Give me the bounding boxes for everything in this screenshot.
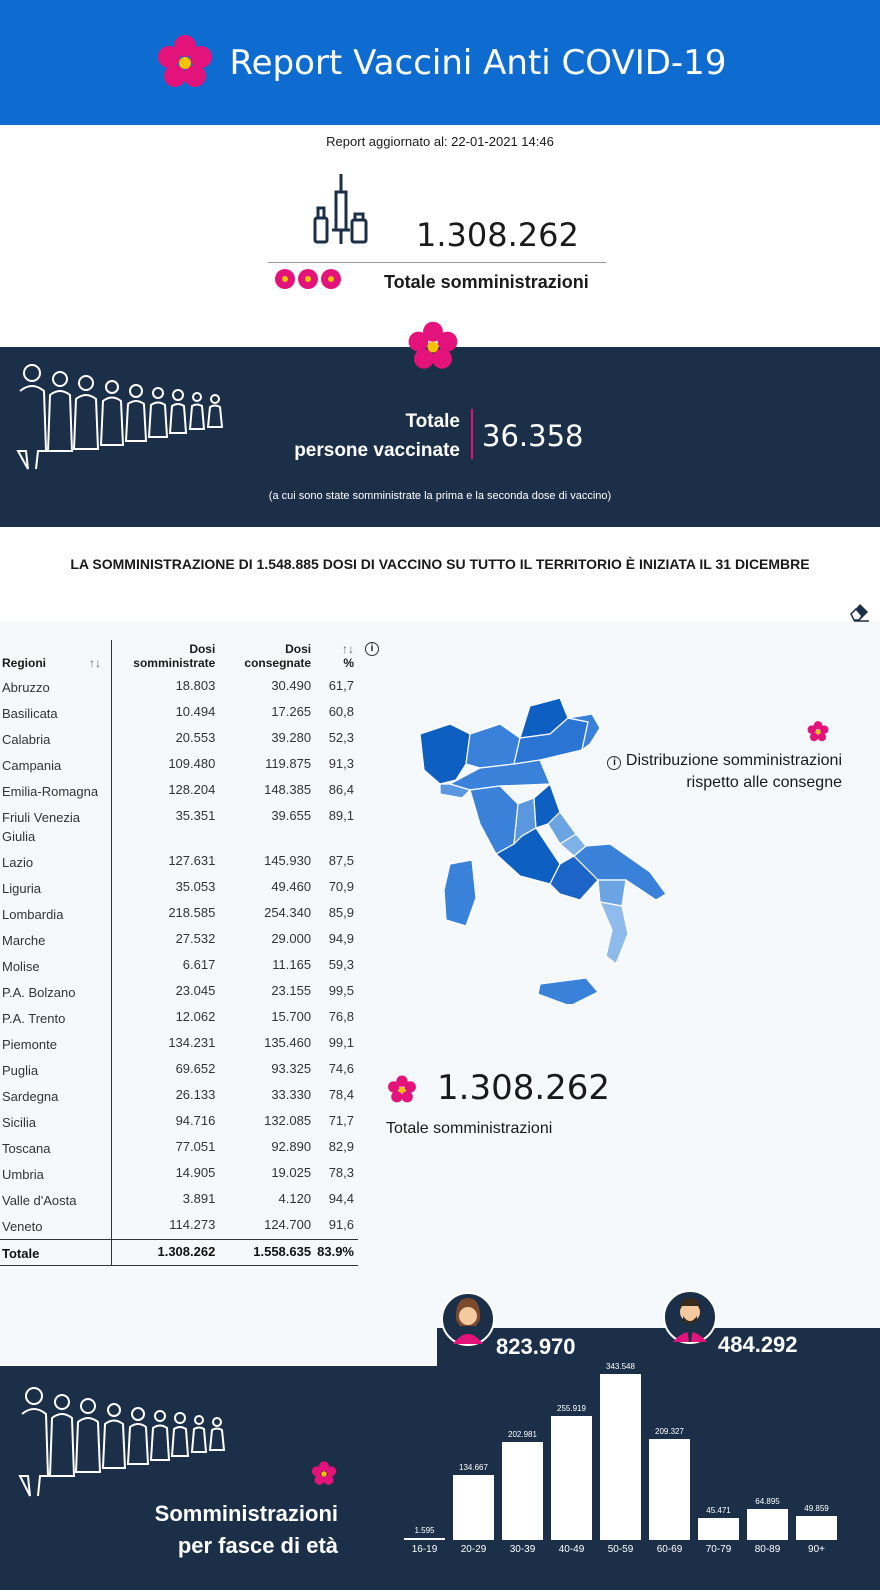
delivered-cell: 17.265	[271, 704, 312, 719]
administered-cell: 18.803	[175, 678, 216, 693]
delivered-cell: 49.460	[271, 879, 312, 894]
administered-cell: 35.351	[175, 808, 216, 823]
vaccinated-note: (a cui sono state somministrate la prima e la seconda dose di vaccino)	[268, 490, 612, 502]
table-row	[0, 1057, 358, 1083]
queue-people-icon	[12, 361, 230, 471]
delivered-cell: 145.930	[264, 853, 312, 868]
administered-cell: 12.062	[175, 1009, 216, 1024]
age-bar-value-label: 45.471	[706, 1506, 731, 1516]
age-bar[interactable]	[551, 1416, 592, 1540]
age-bar-category-label: 60-69	[656, 1544, 683, 1555]
region-name: Sicilia	[0, 1109, 112, 1135]
pct-cell: 94,9	[328, 931, 354, 946]
col-pct[interactable]: ↑↓ %	[342, 642, 354, 670]
pct-cell: 86,4	[328, 782, 354, 797]
administered-cell: 3.891	[182, 1191, 216, 1206]
table-row	[0, 674, 358, 700]
region-sardegna	[444, 860, 476, 926]
table-row	[0, 953, 358, 979]
pct-cell: 91,6	[328, 1217, 354, 1232]
region-sicilia	[538, 978, 598, 1004]
pct-cell: 60,8	[328, 704, 354, 719]
age-bar[interactable]	[747, 1509, 788, 1540]
region-name: Piemonte	[0, 1031, 112, 1057]
table-row	[0, 1187, 358, 1213]
delivered-cell: 33.330	[271, 1087, 312, 1102]
age-title-line1: Somministrazioni	[154, 1501, 338, 1526]
age-bar-category-label: 70-79	[705, 1544, 732, 1555]
age-bar-value-label: 49.859	[804, 1503, 829, 1513]
table-row	[0, 901, 358, 927]
divider	[268, 262, 606, 263]
pct-cell: 74,6	[328, 1061, 354, 1076]
age-bar-category-label: 50-59	[607, 1544, 634, 1555]
vaccinated-divider	[471, 409, 473, 459]
table-row	[0, 1213, 358, 1239]
pct-cell: 87,5	[328, 853, 354, 868]
delivered-cell: 23.155	[271, 983, 312, 998]
delivered-cell: 11.165	[272, 957, 312, 972]
administered-cell: 69.652	[175, 1061, 216, 1076]
delivered-cell: 92.890	[271, 1139, 312, 1154]
total-administrations-label: Totale somministrazioni	[384, 272, 589, 292]
table-row	[0, 726, 358, 752]
age-bar-category-label: 20-29	[460, 1544, 487, 1555]
administered-cell: 109.480	[168, 756, 216, 771]
eraser-reset-icon[interactable]	[848, 600, 870, 622]
info-icon[interactable]: i	[607, 756, 621, 770]
total-delivered: 1.558.635	[219, 1239, 315, 1265]
region-name: Molise	[0, 953, 112, 979]
region-name: Toscana	[0, 1135, 112, 1161]
pct-cell: 71,7	[328, 1113, 354, 1128]
administered-cell: 10.494	[175, 704, 216, 719]
age-title-line2: per fasce di età	[177, 1533, 338, 1558]
flowers-icon	[274, 268, 344, 290]
doses-banner: LA SOMMINISTRAZIONE DI 1.548.885 DOSI DI VACCINO SU TUTTO IL TERRITORIO È INIZIATA IL 31 DICEMBRE	[70, 556, 810, 572]
administered-cell: 26.133	[175, 1087, 216, 1102]
regions-table	[0, 640, 358, 1266]
delivered-cell: 19.025	[271, 1165, 312, 1180]
vaccinated-people-label	[294, 407, 460, 465]
vaccinated-label-line2: persone vaccinate	[294, 440, 460, 461]
age-bar-category-label: 16-19	[411, 1544, 438, 1555]
region-name: P.A. Trento	[0, 1005, 112, 1031]
region-name: P.A. Bolzano	[0, 979, 112, 1005]
pct-cell: 91,3	[328, 756, 354, 771]
age-bar[interactable]	[453, 1475, 494, 1540]
age-bar-category-label: 30-39	[509, 1544, 536, 1555]
age-bar-value-label: 255.919	[557, 1404, 586, 1414]
administered-cell: 23.045	[175, 983, 216, 998]
region-name: Lombardia	[0, 901, 112, 927]
age-bar-category-label: 40-49	[558, 1544, 585, 1555]
pct-cell: 78,3	[328, 1165, 354, 1180]
table-row	[0, 804, 358, 849]
delivered-cell: 148.385	[264, 782, 312, 797]
administered-cell: 27.532	[175, 931, 216, 946]
age-bar[interactable]	[404, 1538, 445, 1540]
pct-cell: 85,9	[328, 905, 354, 920]
delivered-cell: 119.875	[265, 756, 312, 771]
administered-cell: 14.905	[175, 1165, 216, 1180]
sort-icon[interactable]: ↑↓	[342, 642, 354, 656]
delivered-cell: 29.000	[271, 931, 312, 946]
administered-cell: 94.716	[175, 1113, 216, 1128]
primula-flower-icon	[310, 1460, 338, 1488]
region-name: Sardegna	[0, 1083, 112, 1109]
region-name: Marche	[0, 927, 112, 953]
total-administrations-value: 1.308.262	[416, 216, 579, 254]
pct-cell: 76,8	[328, 1009, 354, 1024]
pct-cell: 89,1	[328, 808, 354, 823]
age-bar-category-label: 80-89	[754, 1544, 781, 1555]
map-title-line2: rispetto alle consegne	[686, 774, 842, 791]
table-row	[0, 1109, 358, 1135]
region-name: Valle d'Aosta	[0, 1187, 112, 1213]
vaccinated-people-value: 36.358	[482, 419, 584, 453]
col-administered[interactable]: Dosi somministrate	[133, 642, 216, 670]
pct-cell: 99,1	[328, 1035, 354, 1050]
table-row	[0, 1031, 358, 1057]
delivered-cell: 4.120	[278, 1191, 312, 1206]
male-count: 484.292	[718, 1332, 798, 1357]
administered-cell: 114.273	[169, 1217, 216, 1232]
male-avatar-icon	[663, 1288, 717, 1346]
region-name: Campania	[0, 752, 112, 778]
age-bar[interactable]	[502, 1442, 543, 1540]
region-name: Veneto	[0, 1213, 112, 1239]
table-row	[0, 927, 358, 953]
age-bar[interactable]	[649, 1439, 690, 1540]
primula-flower-icon	[405, 319, 461, 375]
table-total-row	[0, 1239, 358, 1265]
age-bar[interactable]	[698, 1518, 739, 1540]
col-delivered[interactable]: Dosi consegnate	[244, 642, 312, 670]
delivered-cell: 132.085	[264, 1113, 312, 1128]
map-title-line1: Distribuzione somministrazioni	[625, 752, 842, 769]
vaccinated-label-line1: Totale	[405, 411, 460, 432]
administered-cell: 127.631	[168, 853, 216, 868]
page-title: Report Vaccini Anti COVID-19	[229, 42, 727, 83]
region-name: Puglia	[0, 1057, 112, 1083]
region-name: Abruzzo	[0, 674, 112, 700]
table-header-row	[0, 640, 358, 674]
vaccine-vials-icon	[312, 174, 370, 246]
age-bar-value-label: 1.595	[414, 1526, 435, 1535]
delivered-cell: 93.325	[271, 1061, 312, 1076]
delivered-cell: 254.340	[264, 905, 312, 920]
map-title	[607, 750, 842, 794]
administered-cell: 218.585	[168, 905, 216, 920]
administered-cell: 20.553	[175, 730, 216, 745]
age-bar-value-label: 64.895	[755, 1496, 780, 1506]
age-bar-value-label: 209.327	[655, 1426, 684, 1436]
delivered-cell: 135.460	[264, 1035, 312, 1050]
regions-section	[0, 622, 880, 1364]
region-name: Umbria	[0, 1161, 112, 1187]
age-chart-title	[155, 1498, 338, 1562]
female-count: 823.970	[496, 1334, 576, 1359]
pct-cell: 61,7	[328, 678, 354, 693]
age-bar-value-label: 134.667	[459, 1462, 488, 1472]
region-piemonte	[420, 724, 470, 784]
table-row	[0, 778, 358, 804]
table-row	[0, 1005, 358, 1031]
pct-cell: 82,9	[328, 1139, 354, 1154]
region-name: Friuli Venezia Giulia	[0, 804, 112, 849]
primula-flower-icon	[386, 1074, 418, 1106]
table-row	[0, 875, 358, 901]
total-label: Totale	[0, 1239, 112, 1265]
region-name: Emilia-Romagna	[0, 778, 112, 804]
region-name: Liguria	[0, 875, 112, 901]
administered-cell: 6.617	[182, 957, 216, 972]
delivered-cell: 30.490	[271, 678, 312, 693]
col-regions[interactable]: Regioni ↑↓	[0, 640, 112, 674]
female-avatar-icon	[441, 1290, 495, 1348]
delivered-cell: 39.655	[271, 808, 312, 823]
primula-flower-icon	[806, 720, 830, 744]
update-timestamp: Report aggiornato al: 22-01-2021 14:46	[326, 134, 554, 149]
delivered-cell: 124.700	[264, 1217, 312, 1232]
table-row	[0, 1161, 358, 1187]
age-bar[interactable]	[600, 1374, 641, 1540]
page-header	[0, 0, 880, 125]
table-row	[0, 979, 358, 1005]
table-row	[0, 1135, 358, 1161]
region-lombardia	[466, 724, 520, 768]
administered-cell: 35.053	[175, 879, 216, 894]
map-total-value: 1.308.262	[437, 1068, 611, 1108]
age-bar-value-label: 343.548	[606, 1362, 635, 1371]
table-row	[0, 700, 358, 726]
table-row	[0, 849, 358, 875]
primula-logo-icon	[154, 32, 216, 94]
administered-cell: 134.231	[168, 1035, 216, 1050]
total-pct: 83.9%	[315, 1239, 358, 1265]
administered-cell: 128.204	[168, 782, 216, 797]
region-calabria	[600, 902, 628, 964]
region-name: Calabria	[0, 726, 112, 752]
region-name: Lazio	[0, 849, 112, 875]
table-row	[0, 1083, 358, 1109]
age-bar-value-label: 202.981	[508, 1429, 537, 1439]
pct-cell: 99,5	[328, 983, 354, 998]
italy-map[interactable]	[410, 694, 680, 1004]
vaccinated-people-panel	[0, 347, 880, 527]
pct-cell: 70,9	[328, 879, 354, 894]
region-toscana	[470, 786, 518, 854]
pct-cell: 59,3	[328, 957, 354, 972]
info-icon[interactable]: i	[365, 642, 379, 656]
delivered-cell: 15.700	[271, 1009, 312, 1024]
map-total-label: Totale somministrazioni	[386, 1120, 553, 1137]
delivered-cell: 39.280	[271, 730, 312, 745]
age-bar[interactable]	[796, 1516, 837, 1540]
age-bar-category-label: 90+	[808, 1544, 825, 1555]
sort-icon[interactable]: ↑↓	[89, 656, 102, 670]
region-name: Basilicata	[0, 700, 112, 726]
age-section	[0, 1362, 880, 1590]
pct-cell: 78,4	[328, 1087, 354, 1102]
total-administered: 1.308.262	[112, 1239, 220, 1265]
pct-cell: 52,3	[328, 730, 354, 745]
pct-cell: 94,4	[328, 1191, 354, 1206]
queue-people-icon	[14, 1384, 232, 1500]
table-row	[0, 752, 358, 778]
administered-cell: 77.051	[175, 1139, 216, 1154]
